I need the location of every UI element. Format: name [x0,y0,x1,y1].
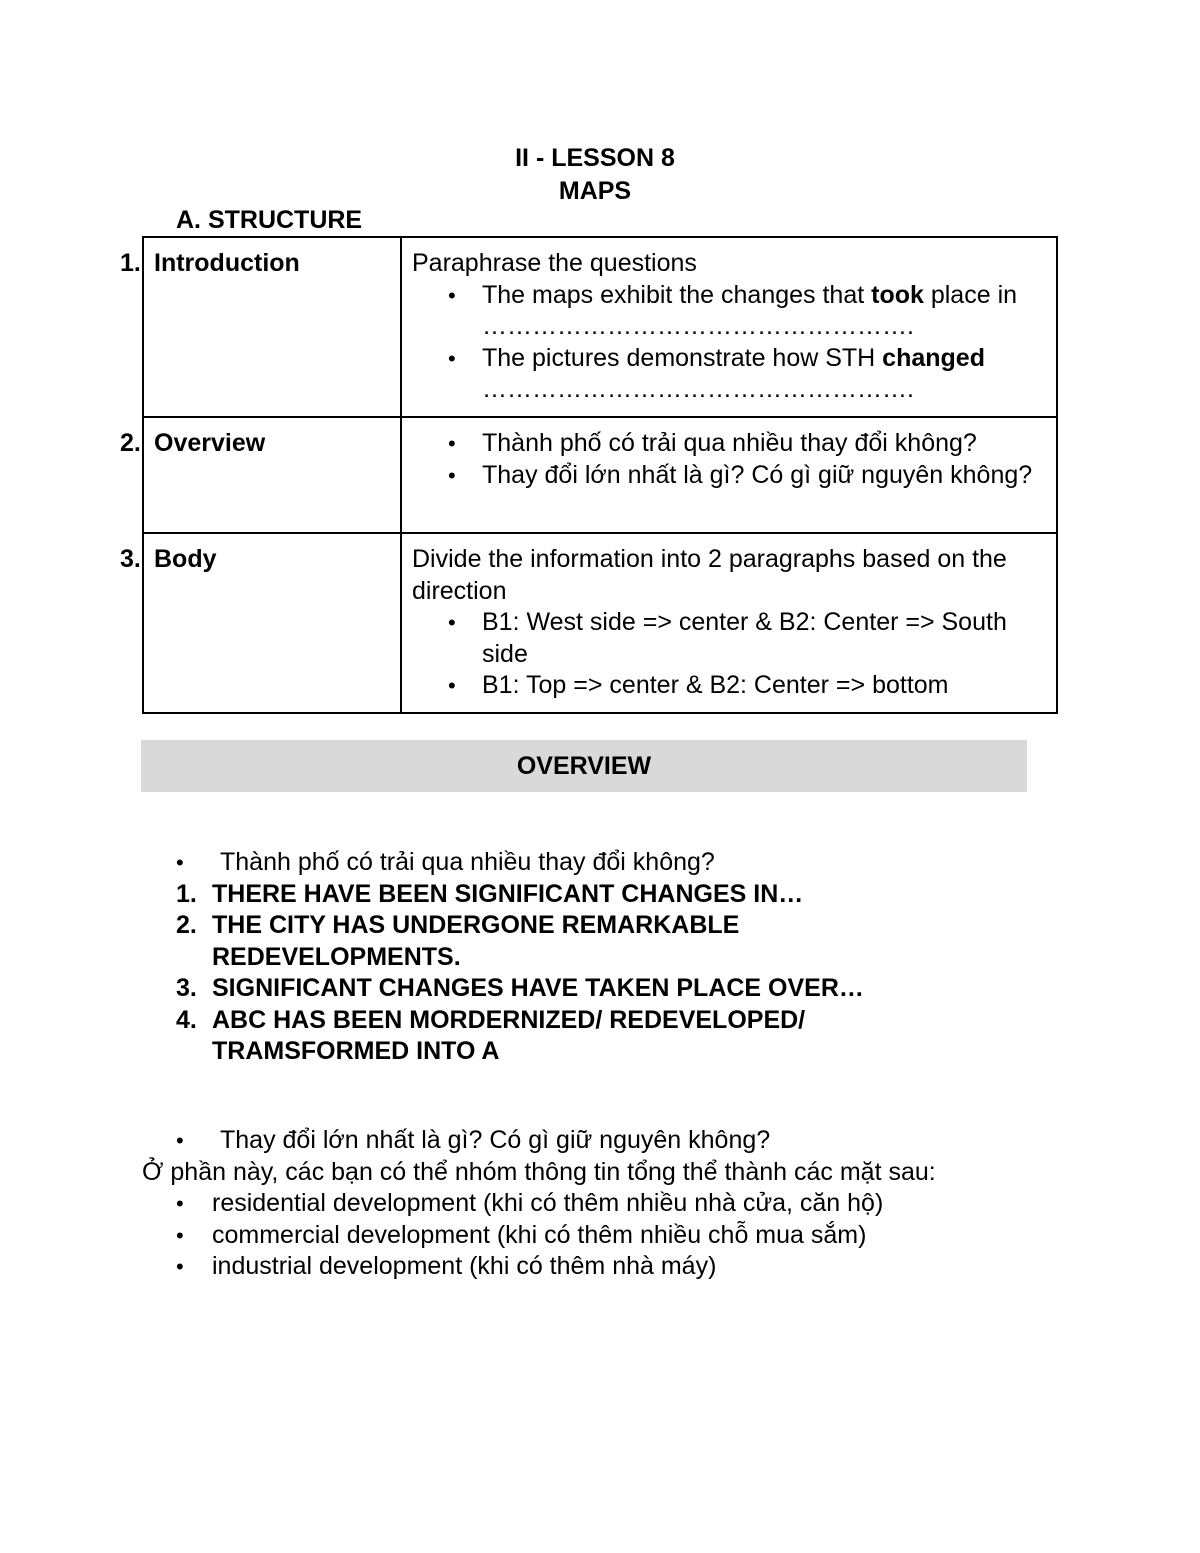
structure-table [120,236,1058,714]
row-label: Overview [154,429,266,457]
section-heading-structure: A. STRUCTURE [176,206,363,234]
list-item: • commercial development (khi có thêm nhiều chỗ mua sắm) [142,1220,1142,1252]
row-label-introduction [120,237,401,417]
overview-aspects-section [142,1125,1142,1283]
list-item: • industrial development (khi có thêm nhà máy) [142,1251,1142,1283]
row-content-body [401,533,1057,713]
table-row [143,533,1057,713]
list-item: 4. ABC HAS BEEN MORDERNIZED/ REDEVELOPED/ TRAMSFORMED INTO A [176,1005,806,1065]
intro-bullets [412,280,1046,406]
grouping-note: Ở phần này, các bạn có thể nhóm thông tin tổng thể thành các mặt sau: [142,1157,936,1186]
lesson-title: II - LESSON 8 [515,144,675,172]
table-row [143,417,1057,533]
row-number: 3. [120,545,141,573]
phrases-list [142,847,1142,1068]
overview-phrases-section [142,847,1142,1068]
list-item: • residential development (khi có thêm nhiều nhà cửa, căn hộ) [142,1188,1142,1220]
list-item: 2. THE CITY HAS UNDERGONE REMARKABLE REDEVELOPMENTS. [176,911,740,971]
overview-bullets [412,428,1046,491]
row-number: 1. [120,249,141,277]
question-bullet: • Thành phố có trải qua nhiều thay đổi không? [142,847,1142,879]
list-item: • The maps exhibit the changes that took place in ……………………………………………. [412,280,1046,343]
table-row [143,237,1057,417]
list-item: 1. THERE HAVE BEEN SIGNIFICANT CHANGES IN… [176,879,804,908]
row-content-overview [401,417,1057,533]
list-item: • B1: West side => center & B2: Center => South side [412,607,1046,670]
list-item: 3. SIGNIFICANT CHANGES HAVE TAKEN PLACE OVER… [176,974,864,1002]
topic-title: MAPS [558,177,632,205]
row-label: Body [154,545,217,573]
list-item: • The pictures demonstrate how STH changed ……………………………………………. [412,343,1046,406]
list-item: • Thay đổi lớn nhất là gì? Có gì giữ nguyên không? [412,460,1046,492]
row-label: Introduction [154,249,300,277]
row-content-introduction [401,237,1057,417]
row-label-body [120,533,401,713]
list-item: • Thành phố có trải qua nhiều thay đổi không? [412,428,1046,460]
row-number: 2. [120,429,141,457]
list-item: • B1: Top => center & B2: Center => bottom [412,670,1046,702]
aspects-list [142,1125,1142,1283]
intro-text: Paraphrase the questions [412,249,697,277]
body-intro-text: Divide the information into 2 paragraphs based on the direction [412,545,1007,605]
row-label-overview [120,417,401,533]
body-bullets [412,607,1046,702]
overview-heading-bar: OVERVIEW [141,740,1027,792]
question-bullet: • Thay đổi lớn nhất là gì? Có gì giữ nguyên không? [142,1125,1142,1157]
